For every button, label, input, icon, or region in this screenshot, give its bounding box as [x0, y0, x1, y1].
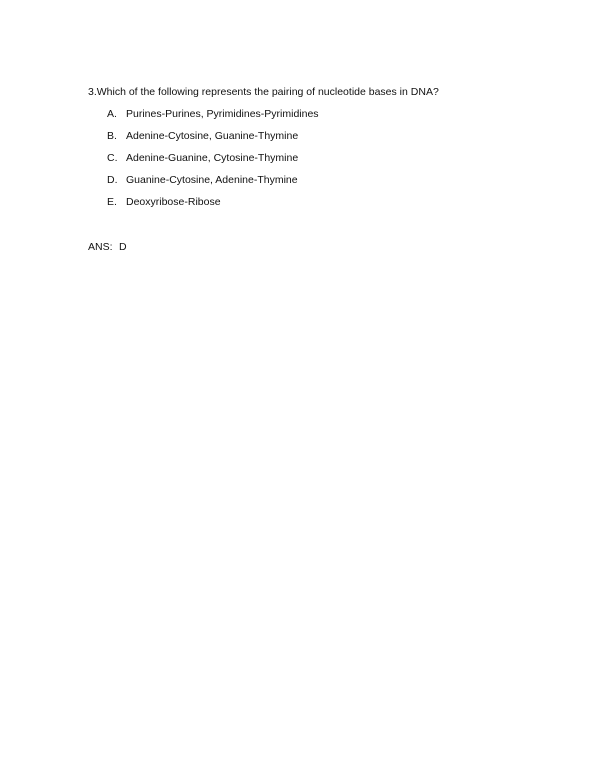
answer-value: D	[119, 241, 127, 253]
answer-line	[88, 240, 127, 254]
option-d	[107, 173, 319, 195]
answer-options-list	[107, 107, 319, 217]
option-letter: B.	[107, 130, 117, 142]
option-letter: D.	[107, 174, 118, 186]
option-text: Guanine-Cytosine, Adenine-Thymine	[126, 174, 298, 186]
option-text: Purines-Purines, Pyrimidines-Pyrimidines	[126, 108, 319, 120]
option-e	[107, 195, 319, 217]
option-a	[107, 107, 319, 129]
option-text: Adenine-Cytosine, Guanine-Thymine	[126, 130, 299, 142]
answer-label: ANS:	[88, 241, 113, 253]
option-letter: C.	[107, 152, 118, 164]
option-c	[107, 151, 319, 173]
option-b	[107, 129, 319, 151]
option-letter: E.	[107, 196, 117, 208]
option-text: Deoxyribose-Ribose	[126, 196, 221, 208]
question-text: 3.Which of the following represents the pairing of nucleotide bases in DNA?	[88, 86, 439, 98]
option-text: Adenine-Guanine, Cytosine-Thymine	[126, 152, 299, 164]
option-letter: A.	[107, 108, 117, 120]
